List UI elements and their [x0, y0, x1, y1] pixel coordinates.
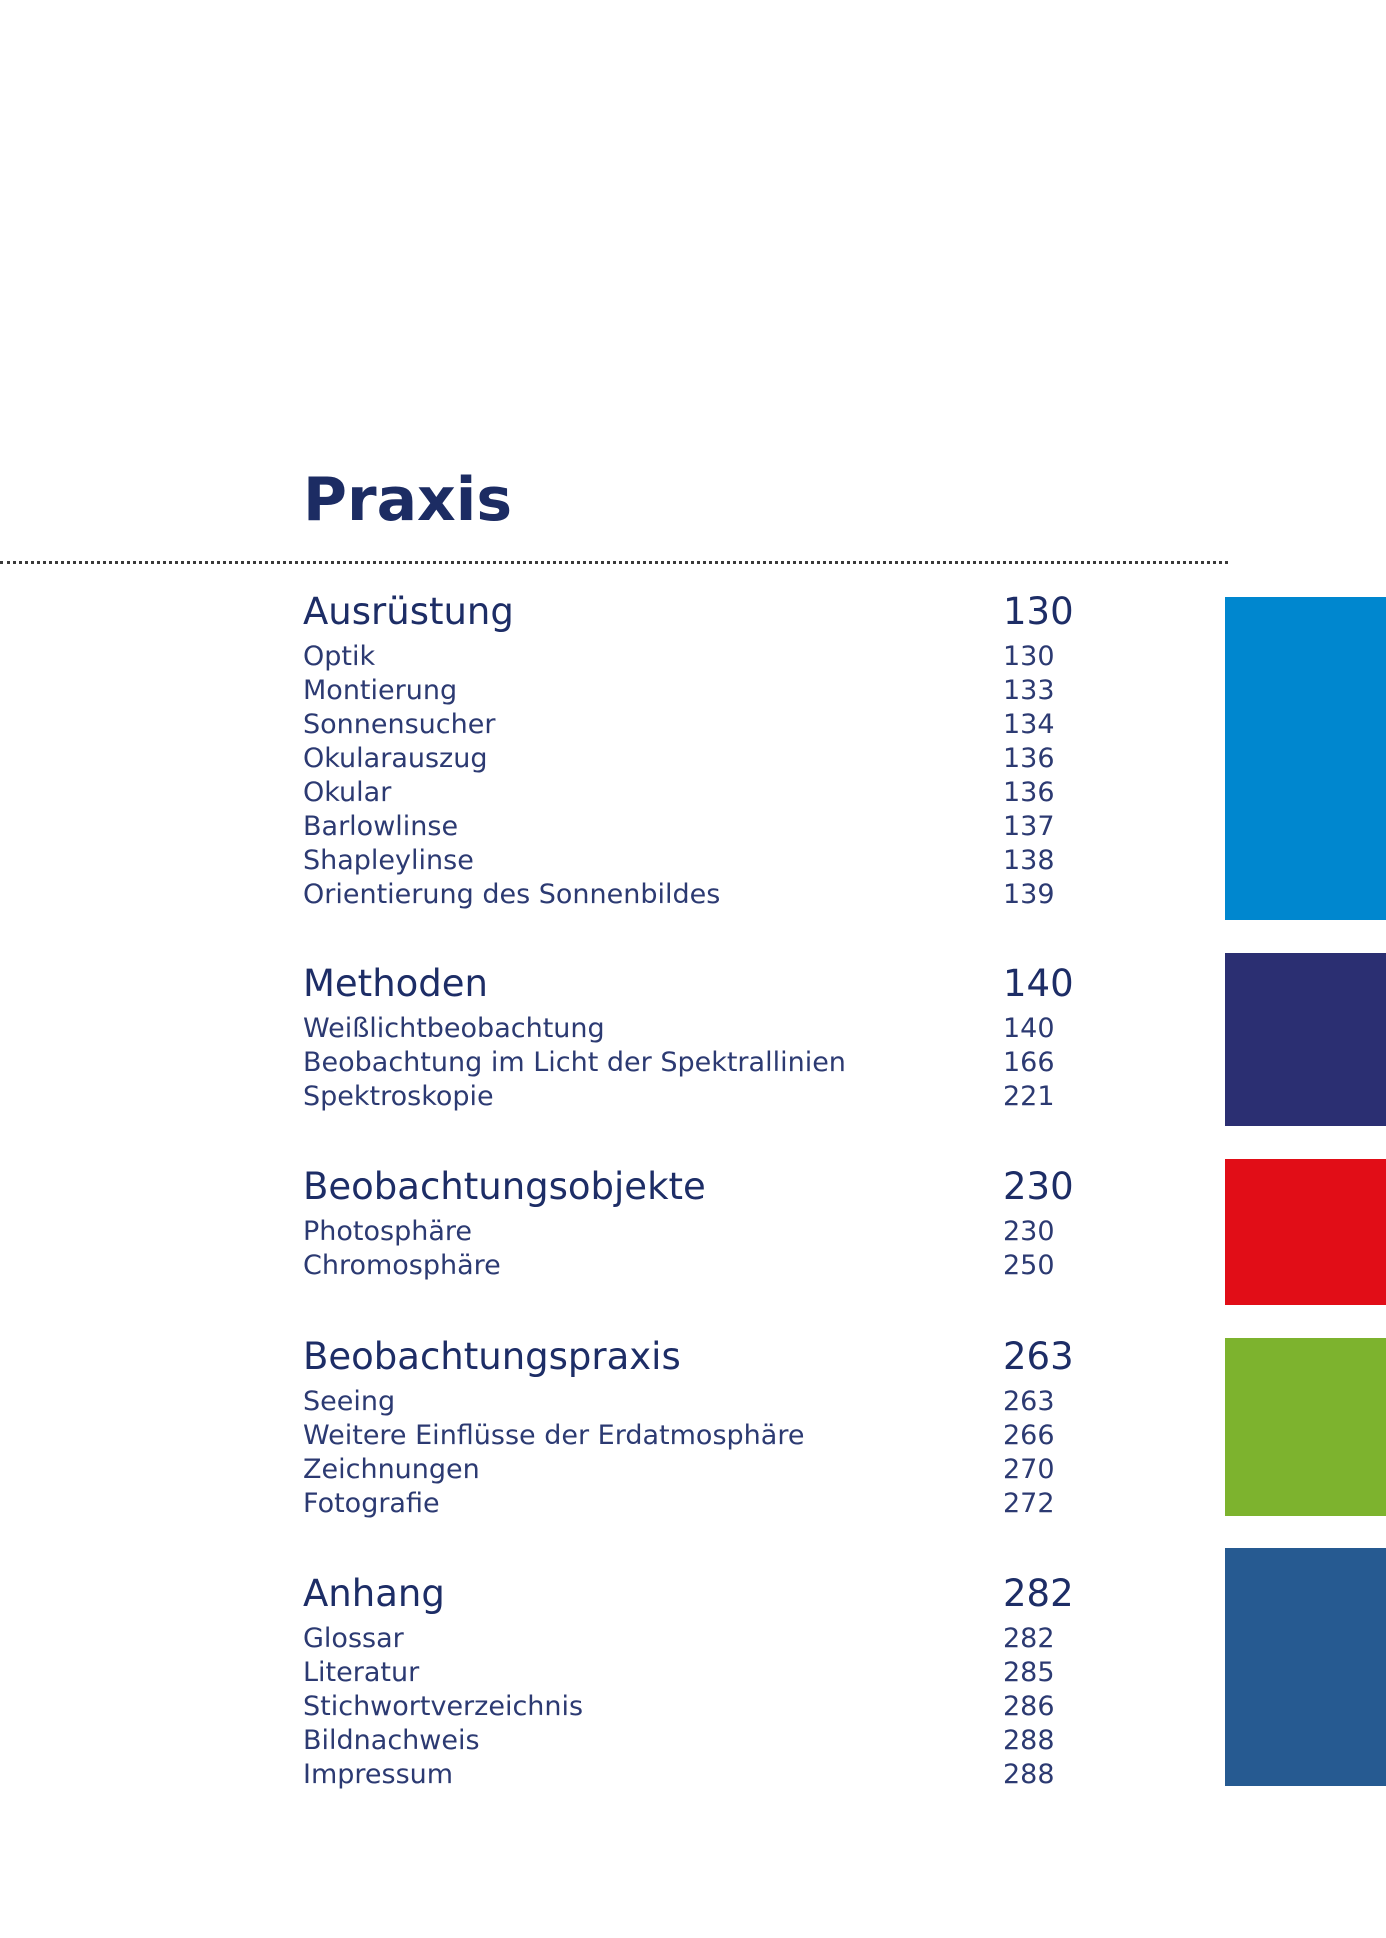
entry-label: Stichwortverzeichnis: [303, 1691, 584, 1722]
entry-label: Barlowlinse: [303, 811, 459, 842]
entry-page-number: 130: [1003, 641, 1055, 672]
section-page-number: 230: [1003, 1165, 1074, 1208]
toc-entry[interactable]: [303, 878, 1063, 912]
section-title: Beobachtungsobjekte: [303, 1165, 706, 1208]
entry-label: Beobachtung im Licht der Spektrallinien: [303, 1047, 846, 1078]
toc-entry[interactable]: [303, 742, 1063, 776]
toc-entry[interactable]: [303, 1080, 1063, 1114]
toc-entry[interactable]: [303, 708, 1063, 742]
toc-section-beobachtungspraxis: [303, 1335, 1074, 1521]
toc-entry[interactable]: [303, 1012, 1063, 1046]
toc-entry[interactable]: [303, 1690, 1063, 1724]
entry-page-number: 282: [1003, 1623, 1055, 1654]
entry-label: Optik: [303, 641, 376, 672]
section-heading[interactable]: [303, 962, 1074, 1012]
entry-page-number: 221: [1003, 1081, 1055, 1112]
entry-label: Orientierung des Sonnenbildes: [303, 879, 721, 910]
entry-label: Photosphäre: [303, 1216, 473, 1247]
entry-label: Bildnachweis: [303, 1725, 480, 1756]
toc-entry[interactable]: [303, 810, 1063, 844]
section-heading[interactable]: [303, 1572, 1074, 1622]
entry-page-number: 230: [1003, 1216, 1055, 1247]
section-title: Ausrüstung: [303, 590, 514, 633]
toc-entry[interactable]: [303, 1215, 1063, 1249]
entry-page-number: 263: [1003, 1386, 1055, 1417]
toc-entry[interactable]: [303, 1453, 1063, 1487]
entry-page-number: 286: [1003, 1691, 1055, 1722]
toc-entry[interactable]: [303, 1724, 1063, 1758]
entry-label: Zeichnungen: [303, 1454, 480, 1485]
section-tab-beobachtungsobjekte[interactable]: [1225, 1159, 1386, 1305]
entry-page-number: 136: [1003, 743, 1055, 774]
entry-page-number: 285: [1003, 1657, 1055, 1688]
toc-entry[interactable]: [303, 776, 1063, 810]
section-tab-methoden[interactable]: [1225, 953, 1386, 1126]
toc-entry[interactable]: [303, 1385, 1063, 1419]
toc-entry[interactable]: [303, 674, 1063, 708]
entry-label: Impressum: [303, 1759, 454, 1790]
toc-entry[interactable]: [303, 1758, 1063, 1792]
toc-entry[interactable]: [303, 1656, 1063, 1690]
entry-page-number: 140: [1003, 1013, 1055, 1044]
toc-entry[interactable]: [303, 1046, 1063, 1080]
entry-page-number: 166: [1003, 1047, 1055, 1078]
entry-label: Montierung: [303, 675, 458, 706]
entry-label: Fotografie: [303, 1488, 440, 1519]
entry-label: Weitere Einflüsse der Erdatmosphäre: [303, 1420, 805, 1451]
toc-section-anhang: [303, 1572, 1074, 1792]
dotted-divider: [0, 561, 1228, 564]
entry-label: Shapleylinse: [303, 845, 474, 876]
toc-section-beobachtungsobjekte: [303, 1165, 1074, 1283]
section-page-number: 130: [1003, 590, 1074, 633]
toc-entry[interactable]: [303, 1622, 1063, 1656]
entry-label: Seeing: [303, 1386, 396, 1417]
toc-entry[interactable]: [303, 1249, 1063, 1283]
entry-page-number: 288: [1003, 1759, 1055, 1790]
toc-entry[interactable]: [303, 640, 1063, 674]
entry-page-number: 136: [1003, 777, 1055, 808]
section-title: Beobachtungspraxis: [303, 1335, 681, 1378]
section-heading[interactable]: [303, 590, 1074, 640]
toc-section-ausruestung: [303, 590, 1074, 912]
entry-page-number: 137: [1003, 811, 1055, 842]
section-page-number: 263: [1003, 1335, 1074, 1378]
entry-page-number: 139: [1003, 879, 1055, 910]
entry-label: Sonnensucher: [303, 709, 496, 740]
section-page-number: 140: [1003, 962, 1074, 1005]
section-title: Methoden: [303, 962, 488, 1005]
entry-page-number: 133: [1003, 675, 1055, 706]
entry-page-number: 270: [1003, 1454, 1055, 1485]
toc-entry[interactable]: [303, 1487, 1063, 1521]
entry-label: Weißlichtbeobachtung: [303, 1013, 605, 1044]
entry-page-number: 134: [1003, 709, 1055, 740]
entry-page-number: 266: [1003, 1420, 1055, 1451]
entry-label: Literatur: [303, 1657, 420, 1688]
section-title: Anhang: [303, 1572, 445, 1615]
section-tab-anhang[interactable]: [1225, 1548, 1386, 1786]
entry-label: Chromosphäre: [303, 1250, 501, 1281]
section-page-number: 282: [1003, 1572, 1074, 1615]
entry-label: Okular: [303, 777, 392, 808]
entry-page-number: 138: [1003, 845, 1055, 876]
toc-section-methoden: [303, 962, 1074, 1114]
section-tab-beobachtungspraxis[interactable]: [1225, 1338, 1386, 1516]
section-tab-ausruestung[interactable]: [1225, 597, 1386, 920]
page-title: Praxis: [303, 465, 513, 535]
entry-page-number: 272: [1003, 1488, 1055, 1519]
entry-page-number: 288: [1003, 1725, 1055, 1756]
section-heading[interactable]: [303, 1335, 1074, 1385]
entry-label: Okularauszug: [303, 743, 488, 774]
entry-page-number: 250: [1003, 1250, 1055, 1281]
entry-label: Glossar: [303, 1623, 404, 1654]
toc-entry[interactable]: [303, 844, 1063, 878]
section-heading[interactable]: [303, 1165, 1074, 1215]
entry-label: Spektroskopie: [303, 1081, 494, 1112]
toc-entry[interactable]: [303, 1419, 1063, 1453]
